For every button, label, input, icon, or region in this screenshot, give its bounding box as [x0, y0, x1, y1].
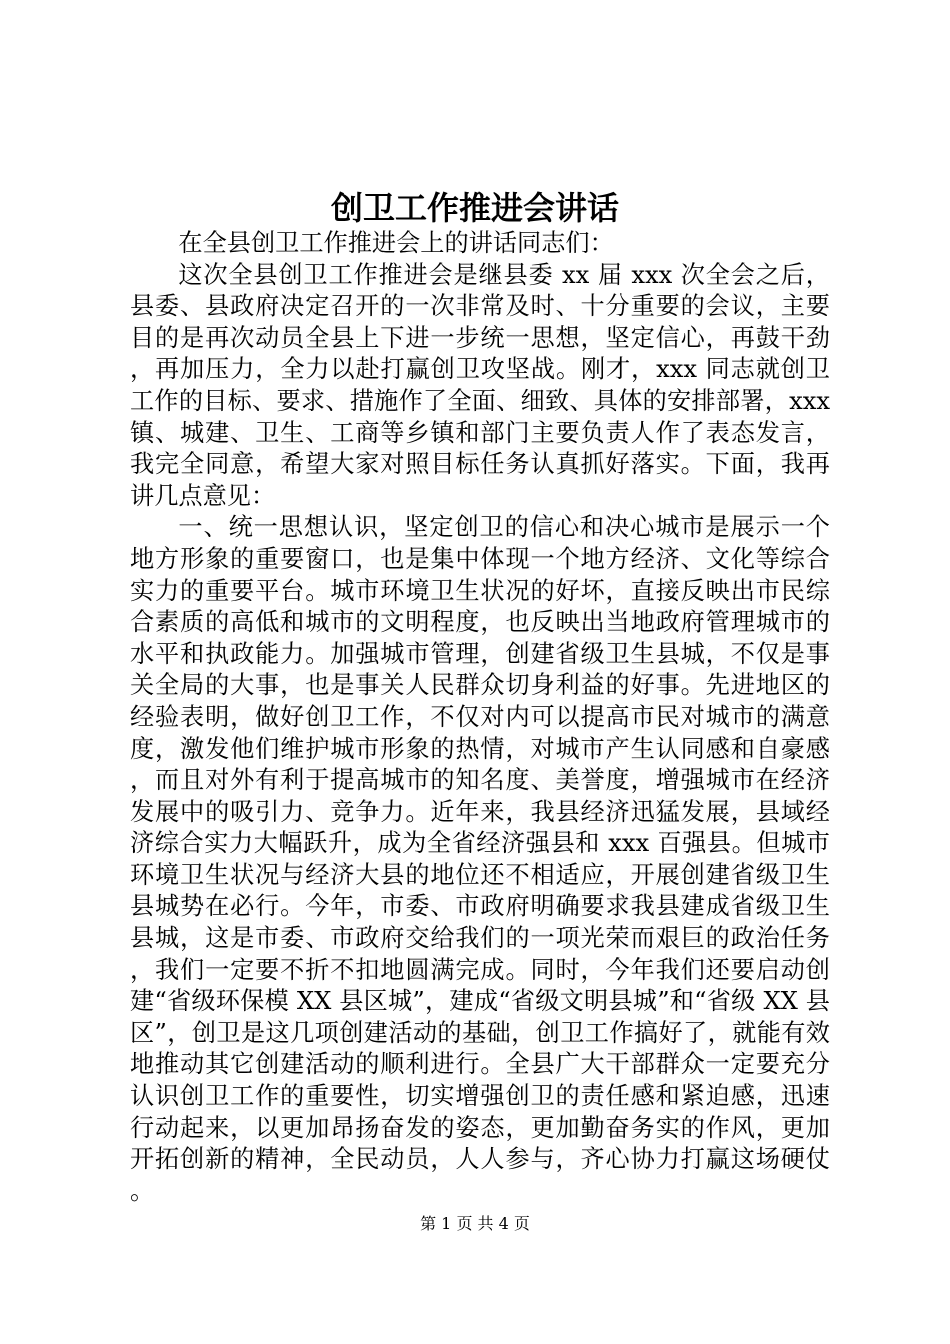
document-title: 创卫工作推进会讲话	[330, 189, 619, 227]
document-body	[130, 228, 830, 1207]
paragraph-introduction: 这次全县创卫工作推进会是继县委 xx 届 xxx 次全会之后，县委、县政府决定召开的一次非常及时、十分重要的会议，主要目的是再次动员全县上下进一步统一思想，坚定信心，再鼓干劲，再加压力，全力以赴打赢创卫攻坚战。刚才，xxx 同志就创卫工作的目标、要求、措施作了全面、细致、具体的安排部署，xxx 镇、城建、卫生、工商等乡镇和部门主要负责人作了表态发言，我完全同意，希望大家对照目标任务认真抓好落实。下面，我再讲几点意见：	[130, 260, 830, 510]
page-footer: 第 1 页 共 4 页	[420, 1214, 530, 1233]
paragraph-greeting: 在全县创卫工作推进会上的讲话同志们：	[178, 229, 614, 257]
paragraph-section-one: 一、统一思想认识，坚定创卫的信心和决心城市是展示一个地方形象的重要窗口，也是集中体现一个地方经济、文化等综合实力的重要平台。城市环境卫生状况的好坏，直接反映出市民综合素质的高低和城市的文明程度，也反映出当地政府管理城市的水平和执政能力。加强城市管理，创建省级卫生县城，不仅是事关全局的大事，也是事关人民群众切身利益的好事。先进地区的经验表明，做好创卫工作，不仅对内可以提高市民对城市的满意度，激发他们维护城市形象的热情，对城市产生认同感和自豪感，而且对外有利于提高城市的知名度、美誉度，增强城市在经济发展中的吸引力、竞争力。近年来，我县经济迅猛发展，县域经济综合实力大幅跃升，成为全省经济强县和 xxx 百强县。但城市环境卫生状况与经济大县的地位还不相适应，开展创建省级卫生县城势在必行。今年，市委、市政府明确要求我县建成省级卫生县城，这是市委、市政府交给我们的一项光荣而艰巨的政治任务，我们一定要不折不扣地圆满完成。同时，今年我们还要启动创建“省级环保模 XX 县区城”，建成“省级文明县城”和“省级 XX 县区”，创卫是这几项创建活动的基础，创卫工作搞好了，就能有效地推动其它创建活动的顺利进行。全县广大干部群众一定要充分认识创卫工作的重要性，切实增强创卫的责任感和紧迫感，迅速行动起来，以更加昂扬奋发的姿态，更加勤奋务实的作风，更加开拓创新的精神，全民动员，人人参与，齐心协力打赢这场硬仗。	[130, 513, 830, 1205]
